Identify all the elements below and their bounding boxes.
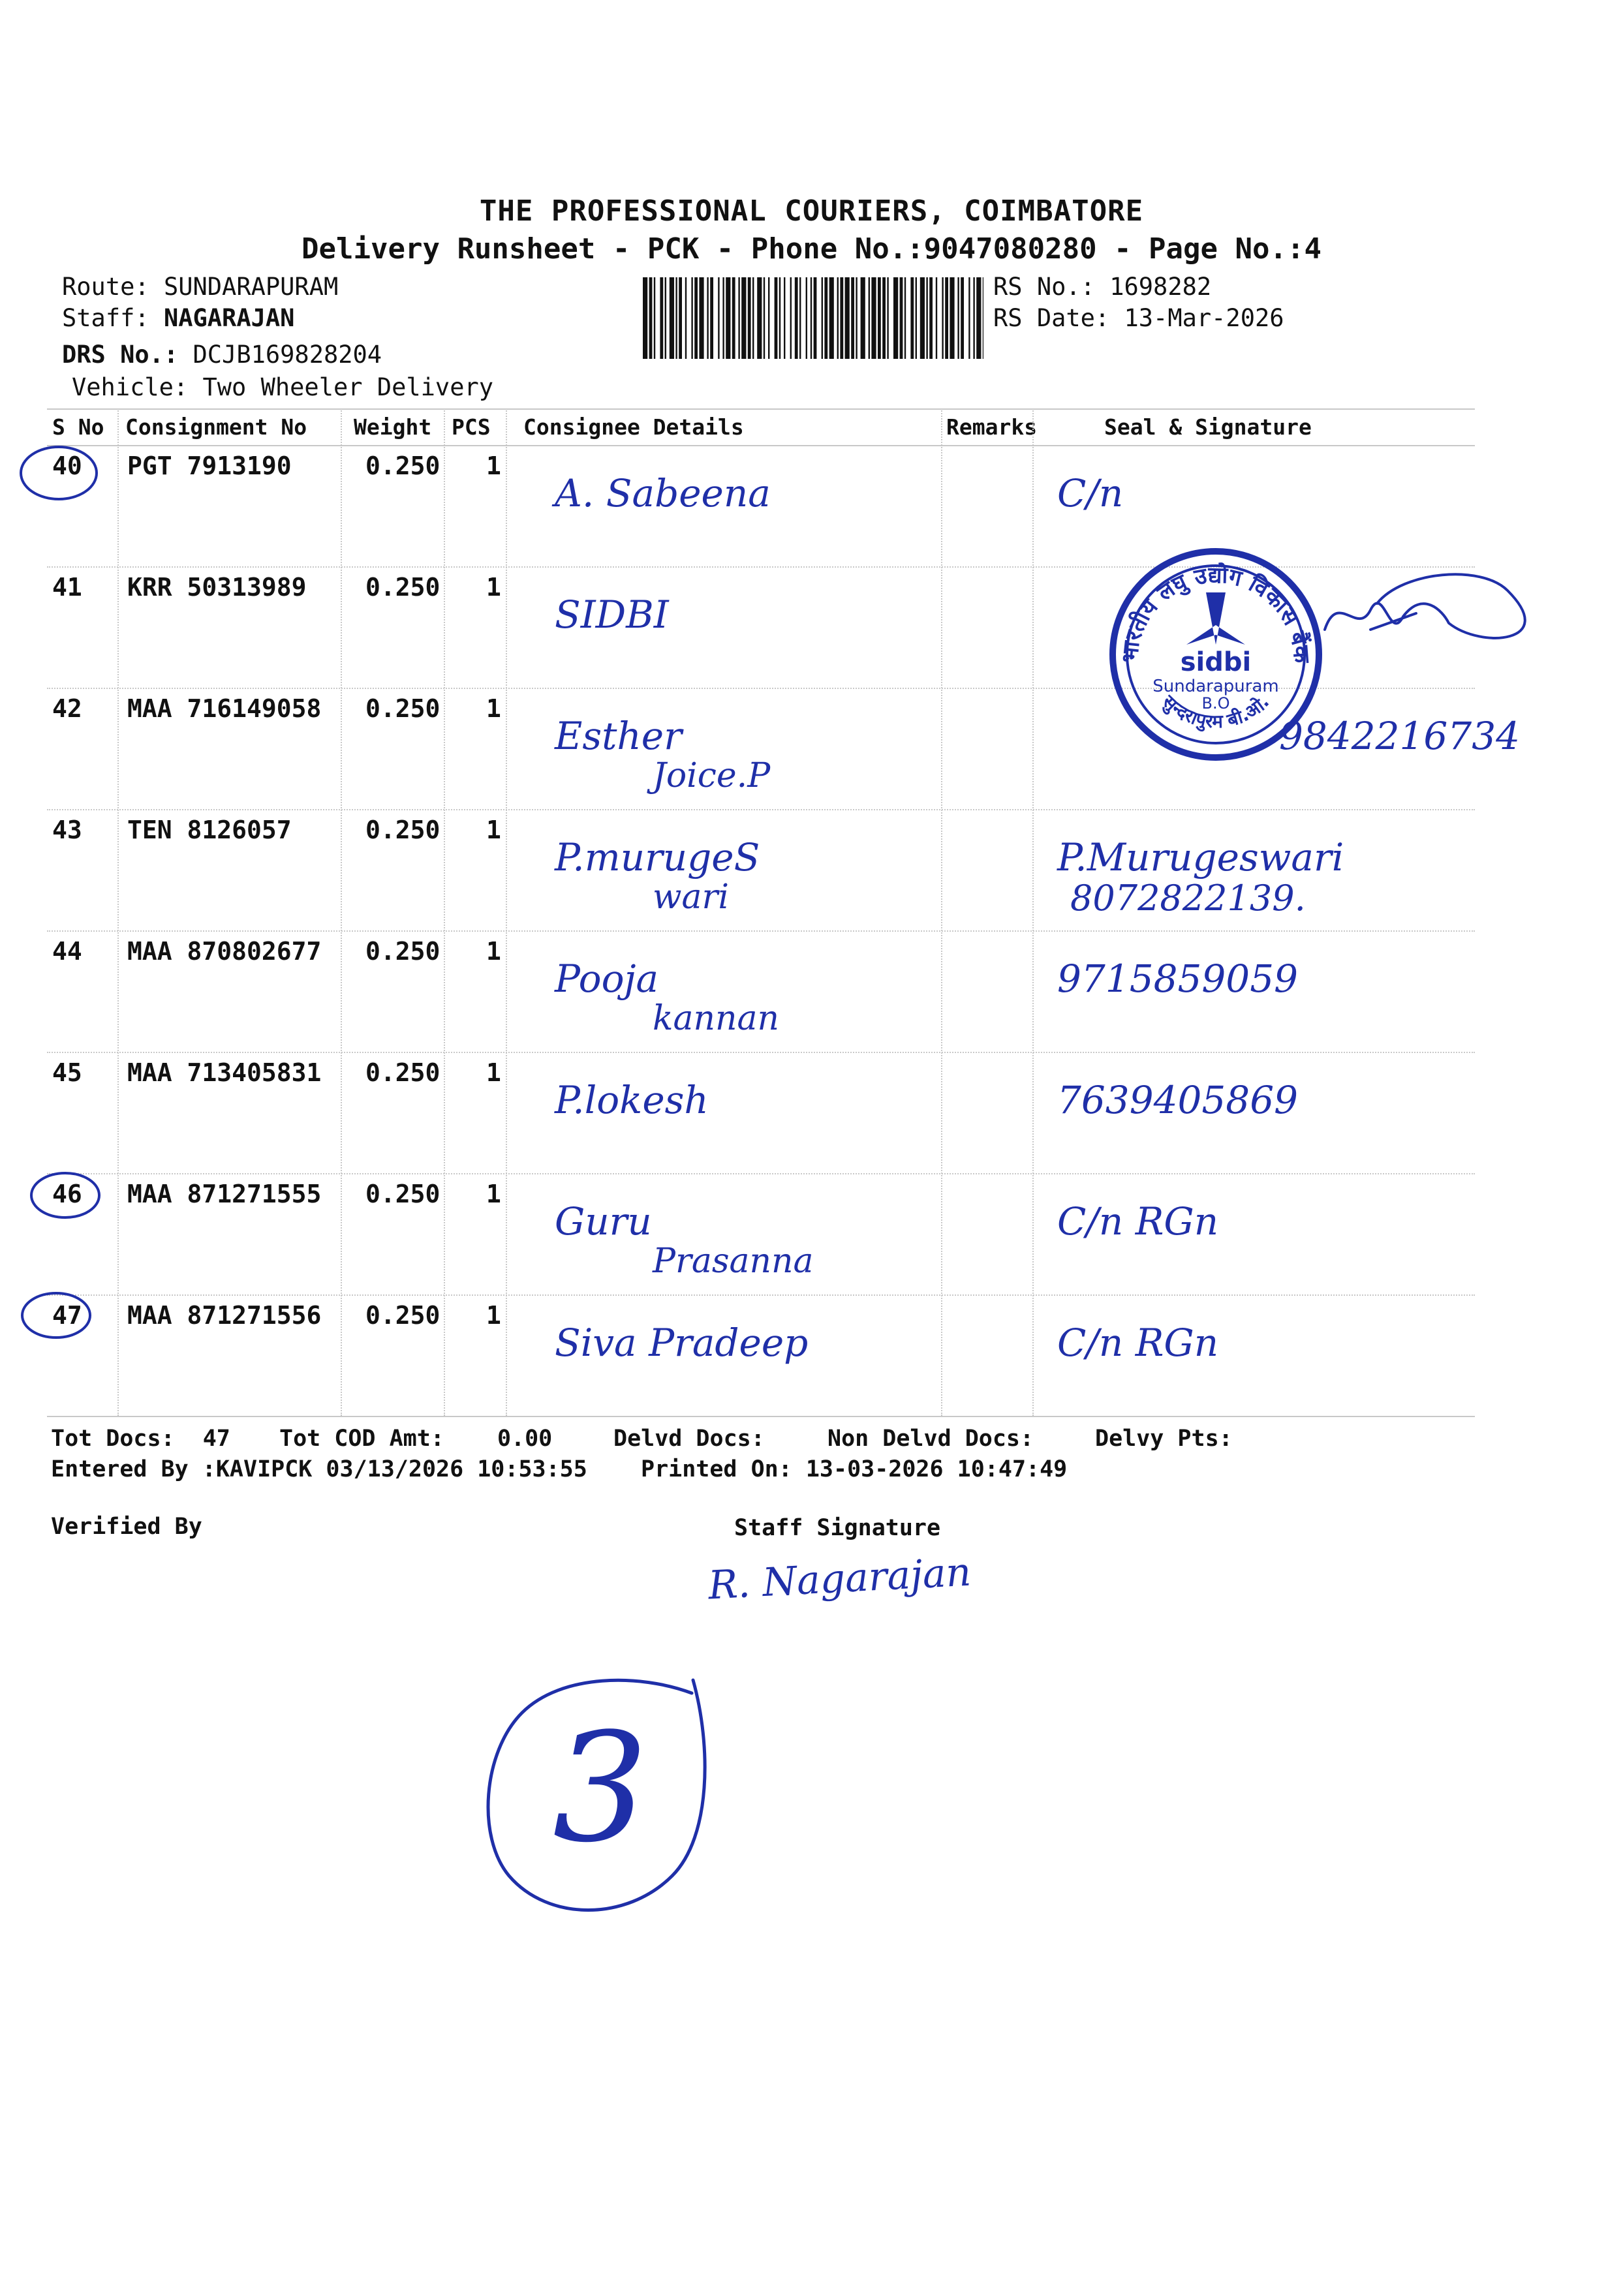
cell-consignment: MAA 713405831 — [127, 1058, 322, 1087]
barcode — [643, 277, 983, 359]
barcode-bar — [748, 277, 751, 359]
row-divider — [47, 1052, 1475, 1053]
cell-pcs: 1 — [486, 1301, 501, 1330]
rs-date-line — [993, 304, 1284, 332]
sidbi-seal-stamp — [1108, 547, 1323, 762]
circle-mark-row-47 — [14, 1285, 99, 1344]
cell-consignment: TEN 8126057 — [127, 816, 292, 844]
printed-on: Printed On: 13-03-2026 10:47:49 — [641, 1456, 1068, 1482]
barcode-bar — [741, 277, 746, 359]
signature-handwritten: 9842216734 — [1279, 714, 1521, 758]
consignee-handwritten: Siva Pradeep — [555, 1321, 809, 1365]
barcode-bar — [643, 277, 647, 359]
vehicle-label: Vehicle: — [72, 373, 189, 401]
barcode-bar — [904, 277, 906, 359]
cell-pcs: 1 — [486, 1180, 501, 1208]
consignee-handwritten: Esther — [555, 714, 682, 758]
page-mark-number: 3 — [552, 1702, 649, 1876]
barcode-bar — [660, 277, 663, 359]
cell-pcs: 1 — [486, 1058, 501, 1087]
barcode-bar — [811, 277, 812, 359]
seal-branch-code: B.O — [1201, 694, 1230, 712]
barcode-bar — [900, 277, 903, 359]
cell-sno: 45 — [52, 1058, 82, 1087]
circle-mark-row-40 — [14, 440, 106, 506]
cell-consignment: PGT 7913190 — [127, 452, 292, 480]
column-divider — [506, 408, 507, 1416]
barcode-bar — [871, 277, 876, 359]
barcode-bar — [893, 277, 898, 359]
consignee-handwritten-line2: kannan — [653, 999, 779, 1038]
cell-weight: 0.250 — [365, 816, 441, 844]
consignee-handwritten: P.murugeS — [555, 835, 760, 880]
barcode-bar — [764, 277, 765, 359]
barcode-bar — [887, 277, 888, 359]
barcode-bar — [957, 277, 959, 359]
cell-sno: 41 — [52, 573, 82, 602]
barcode-bar — [757, 277, 762, 359]
cell-pcs: 1 — [486, 452, 501, 480]
barcode-bar — [722, 277, 724, 359]
seal-brand: sidbi — [1180, 647, 1252, 677]
barcode-bar — [699, 277, 703, 359]
barcode-bar — [973, 277, 974, 359]
column-divider — [117, 408, 119, 1416]
handwritten-signature-scribble — [1312, 551, 1560, 682]
column-divider — [941, 408, 942, 1416]
cell-pcs: 1 — [486, 694, 501, 723]
drs-label: DRS No.: — [62, 341, 179, 369]
tot-cod-value: 0.00 — [497, 1426, 553, 1452]
row-divider — [47, 930, 1475, 932]
staff-handwritten-signature: R. Nagarajan — [707, 1549, 972, 1609]
signature-handwritten: 9715859059 — [1057, 957, 1299, 1001]
circled-page-mark — [476, 1667, 724, 1928]
barcode-bar — [856, 277, 857, 359]
circle-mark-row-46 — [25, 1165, 110, 1224]
cell-weight: 0.250 — [365, 452, 441, 480]
barcode-bar — [732, 277, 735, 359]
seal-top-text: भारतीय लघु उद्योग विकास बैंक — [1117, 562, 1315, 664]
column-divider — [341, 408, 342, 1416]
table-header-rule — [47, 445, 1475, 446]
tot-cod-label: Tot COD Amt: — [279, 1426, 444, 1452]
col-header-remarks: Remarks — [946, 414, 1038, 440]
consignee-handwritten: P.lokesh — [555, 1078, 709, 1122]
barcode-bar — [916, 277, 917, 359]
barcode-bar — [882, 277, 886, 359]
sidbi-logo-icon — [1186, 592, 1245, 645]
barcode-bar — [691, 277, 692, 359]
tot-docs — [51, 1426, 230, 1452]
barcode-bar — [679, 277, 682, 359]
table-top-rule — [47, 408, 1475, 410]
drs-line — [62, 341, 382, 369]
tot-docs-value: 47 — [202, 1426, 230, 1452]
staff-value: NAGARAJAN — [163, 304, 295, 332]
cell-weight: 0.250 — [365, 1058, 441, 1087]
cell-weight: 0.250 — [365, 694, 441, 723]
barcode-bar — [845, 277, 850, 359]
consignee-handwritten: Guru — [555, 1199, 652, 1244]
seal-bottom-text: सुन्दरापुरम बी.ओ. — [1158, 690, 1274, 733]
cell-consignment: MAA 871271556 — [127, 1301, 322, 1330]
cell-sno: 47 — [52, 1301, 82, 1330]
signature-handwritten: P.Murugeswari — [1057, 835, 1344, 880]
vehicle-line — [72, 373, 493, 401]
barcode-bar — [976, 277, 981, 359]
barcode-bar — [784, 277, 785, 359]
col-header-sno: S No — [52, 414, 104, 440]
barcode-bar — [726, 277, 730, 359]
consignee-handwritten-line2: Prasanna — [653, 1242, 814, 1281]
barcode-bar — [950, 277, 954, 359]
signature-handwritten: C/n RGn — [1057, 1321, 1219, 1365]
barcode-bar — [851, 277, 854, 359]
barcode-bar — [961, 277, 964, 359]
cell-consignment: KRR 50313989 — [127, 573, 307, 602]
staff-line — [62, 304, 294, 332]
barcode-bar — [707, 277, 708, 359]
barcode-bar — [968, 277, 970, 359]
cell-pcs: 1 — [486, 573, 501, 602]
row-divider — [47, 1173, 1475, 1174]
cell-sno: 40 — [52, 452, 82, 480]
signature-handwritten: C/n — [1057, 471, 1124, 515]
col-header-consignee: Consignee Details — [523, 414, 744, 440]
runsheet-subtitle: Delivery Runsheet - PCK - Phone No.:9047080280 - Page No.:4 — [301, 232, 1322, 266]
barcode-bar — [795, 277, 798, 359]
barcode-bar — [829, 277, 834, 359]
barcode-bar — [718, 277, 719, 359]
rs-date-label: RS Date: — [993, 304, 1110, 332]
barcode-bar — [945, 277, 948, 359]
col-header-weight: Weight — [354, 414, 432, 440]
cell-pcs: 1 — [486, 816, 501, 844]
cell-sno: 42 — [52, 694, 82, 723]
col-header-consignment: Consignment No — [125, 414, 307, 440]
signature-handwritten-line2: 8072822139. — [1070, 878, 1306, 919]
barcode-bar — [837, 277, 839, 359]
barcode-bar — [929, 277, 933, 359]
barcode-bar — [779, 277, 781, 359]
rs-no-line — [993, 273, 1211, 301]
non-delvd-docs-label: Non Delvd Docs: — [827, 1426, 1034, 1452]
barcode-bar — [920, 277, 925, 359]
consignee-handwritten: A. Sabeena — [555, 471, 771, 515]
vehicle-value: Two Wheeler Delivery — [202, 373, 494, 401]
consignee-handwritten-line2: wari — [653, 878, 729, 917]
cell-sno: 43 — [52, 816, 82, 844]
barcode-bar — [878, 277, 881, 359]
entered-by: Entered By :KAVIPCK 03/13/2026 10:53:55 — [51, 1456, 587, 1482]
barcode-bar — [869, 277, 870, 359]
barcode-bar — [675, 277, 677, 359]
consignee-handwritten: Pooja — [555, 957, 659, 1001]
drs-value: DCJB169828204 — [193, 341, 382, 369]
cell-weight: 0.250 — [365, 1180, 441, 1208]
signature-handwritten: C/n RGn — [1057, 1199, 1219, 1244]
barcode-bar — [861, 277, 865, 359]
barcode-bar — [752, 277, 754, 359]
staff-signature-label: Staff Signature — [734, 1515, 941, 1541]
col-header-seal-signature: Seal & Signature — [1104, 414, 1312, 440]
consignee-handwritten: SIDBI — [555, 592, 669, 637]
route-line — [62, 273, 338, 301]
barcode-bar — [775, 277, 778, 359]
column-divider — [444, 408, 445, 1416]
row-divider — [47, 1294, 1475, 1296]
cell-pcs: 1 — [486, 937, 501, 966]
barcode-bar — [840, 277, 843, 359]
delvd-docs-label: Delvd Docs: — [613, 1426, 765, 1452]
table-bottom-rule — [47, 1416, 1475, 1417]
barcode-bar — [799, 277, 801, 359]
barcode-bar — [824, 277, 827, 359]
cell-weight: 0.250 — [365, 937, 441, 966]
cell-sno: 46 — [52, 1180, 82, 1208]
route-value: SUNDARAPURAM — [163, 273, 339, 301]
barcode-bar — [685, 277, 687, 359]
staff-label: Staff: — [62, 304, 149, 332]
barcode-bar — [910, 277, 914, 359]
company-title: THE PROFESSIONAL COURIERS, COIMBATORE — [479, 194, 1144, 228]
barcode-bar — [670, 277, 674, 359]
col-header-pcs: PCS — [452, 414, 491, 440]
barcode-bar — [814, 277, 817, 359]
barcode-bar — [806, 277, 807, 359]
barcode-bar — [942, 277, 943, 359]
cell-weight: 0.250 — [365, 1301, 441, 1330]
route-label: Route: — [62, 273, 149, 301]
barcode-bar — [710, 277, 713, 359]
cell-sno: 44 — [52, 937, 82, 966]
row-divider — [47, 809, 1475, 810]
barcode-bar — [768, 277, 769, 359]
barcode-bar — [694, 277, 698, 359]
barcode-bar — [654, 277, 655, 359]
barcode-bar — [822, 277, 823, 359]
rs-no-label: RS No.: — [993, 273, 1095, 301]
barcode-bar — [936, 277, 937, 359]
seal-branch: Sundarapuram — [1152, 677, 1279, 696]
consignee-handwritten-line2: Joice.P — [653, 756, 771, 795]
verified-by-label: Verified By — [51, 1514, 202, 1540]
cell-consignment: MAA 871271555 — [127, 1180, 322, 1208]
tot-docs-label: Tot Docs: — [51, 1426, 175, 1452]
barcode-bar — [738, 277, 739, 359]
cell-weight: 0.250 — [365, 573, 441, 602]
delvy-pts-label: Delvy Pts: — [1095, 1426, 1233, 1452]
barcode-bar — [926, 277, 927, 359]
cell-consignment: MAA 716149058 — [127, 694, 322, 723]
barcode-bar — [665, 277, 666, 359]
rs-no-value: 1698282 — [1109, 273, 1212, 301]
cell-consignment: MAA 870802677 — [127, 937, 322, 966]
tot-cod — [279, 1426, 552, 1452]
barcode-bar — [790, 277, 792, 359]
barcode-bar — [649, 277, 653, 359]
column-divider — [1032, 408, 1034, 1416]
rs-date-value: 13-Mar-2026 — [1124, 304, 1284, 332]
signature-handwritten: 7639405869 — [1057, 1078, 1299, 1122]
